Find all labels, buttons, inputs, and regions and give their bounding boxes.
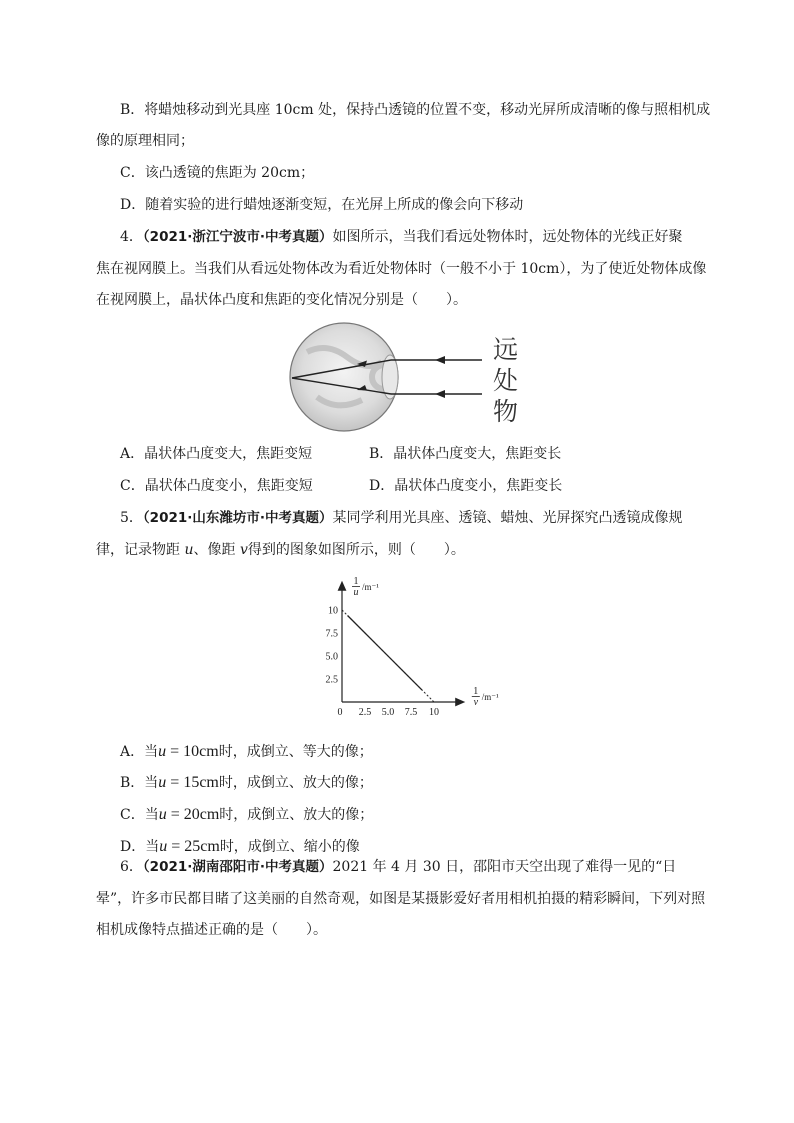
option-value: 15cm xyxy=(183,774,219,791)
axes xyxy=(339,582,464,705)
option-eq: = xyxy=(166,806,184,823)
option-var: u xyxy=(158,743,167,760)
x-tick-label: 5.0 xyxy=(381,707,395,718)
y-axis-label-denominator: u xyxy=(353,587,359,598)
q5-line2 xyxy=(96,540,465,560)
q5-option-a[interactable] xyxy=(120,742,373,762)
option-var: u xyxy=(158,806,167,823)
q5-text2-post: 得到的图象如图所示，则（ ）。 xyxy=(247,542,465,558)
option-var: u xyxy=(158,774,167,791)
option-suffix: 时，成倒立、放大的像； xyxy=(218,775,373,791)
option-suffix: 时，成倒立、放大的像； xyxy=(219,807,374,823)
q4-options-row1 xyxy=(120,444,312,464)
label-char-1: 远 xyxy=(493,337,519,364)
x-axis-label-unit: /m⁻¹ xyxy=(481,692,499,702)
option-suffix: 时，成倒立、缩小的像 xyxy=(219,839,360,855)
q6-line2: 晕”，许多市民都目睹了这美丽的自然奇观，如图是某摄影爱好者用相机拍摄的精彩瞬间，下列对照 xyxy=(96,891,706,907)
q5-number: 5． xyxy=(120,510,143,526)
option-prefix: A．当 xyxy=(120,744,159,760)
distant-object-label xyxy=(493,336,518,426)
x-axis-label-numerator: 1 xyxy=(473,686,479,697)
q4-source: （2021·浙江宁波市·中考真题） xyxy=(142,229,333,245)
prev-option-b-line1: B．将蜡烛移动到光具座 10cm 处，保持凸透镜的位置不变，移动光屏所成清晰的像与照相机成 xyxy=(120,102,711,118)
y-axis-label-numerator: 1 xyxy=(353,576,359,587)
data-series xyxy=(342,610,434,702)
var-v: v xyxy=(239,542,248,558)
q4-options-row2 xyxy=(120,476,313,496)
lens-graph xyxy=(318,572,508,722)
q4-option-b[interactable]: B．晶状体凸度变大，焦距变长 xyxy=(369,446,562,462)
option-prefix: C．当 xyxy=(120,807,159,823)
q5-option-d[interactable] xyxy=(120,837,360,857)
x-tick-label: 7.5 xyxy=(404,707,418,718)
q4-option-c[interactable]: C．晶状体凸度变小，焦距变短 xyxy=(120,478,313,494)
option-eq: = xyxy=(166,774,184,791)
q5-option-b[interactable] xyxy=(120,773,373,793)
x-tick-label: 2.5 xyxy=(358,707,372,718)
prev-option-d: D．随着实验的进行蜡烛逐渐变短，在光屏上所成的像会向下移动 xyxy=(120,197,524,213)
q5-option-c[interactable] xyxy=(120,805,373,825)
prev-option-c: C．该凸透镜的焦距为 20cm； xyxy=(120,165,315,181)
q4-line3: 在视网膜上，晶状体凸度和焦距的变化情况分别是（ ）。 xyxy=(96,292,467,308)
q4-number: 4． xyxy=(120,229,143,245)
y-axis-arrow xyxy=(339,582,346,590)
var-u: u xyxy=(184,542,194,558)
option-value: 25cm xyxy=(184,838,220,855)
option-var: u xyxy=(159,838,168,855)
prev-option-b-line2: 像的原理相同； xyxy=(96,133,194,149)
y-tick-label: 2.5 xyxy=(325,674,338,686)
q5-text2-pre: 律，记录物距 xyxy=(96,542,185,558)
option-prefix: D．当 xyxy=(120,839,160,855)
option-value: 10cm xyxy=(183,743,219,760)
q5-source: （2021·山东潍坊市·中考真题） xyxy=(142,510,333,526)
q4-line2: 焦在视网膜上。当我们从看远处物体改为看近处物体时（一般不小于 10cm），为了使近处物体成像 xyxy=(96,261,707,277)
x-axis-label-denominator: v xyxy=(473,697,479,708)
q6-source: （2021·湖南邵阳市·中考真题） xyxy=(142,859,333,875)
option-suffix: 时，成倒立、等大的像； xyxy=(218,744,373,760)
q6-line3: 相机成像特点描述正确的是（ ）。 xyxy=(96,922,327,938)
q5-text2-mid: 、像距 xyxy=(193,542,240,558)
option-prefix: B．当 xyxy=(120,775,159,791)
q5-line1 xyxy=(120,508,683,528)
eye-figure xyxy=(287,322,527,432)
x-axis-arrow xyxy=(456,699,464,706)
q6-number: 6． xyxy=(120,859,143,875)
option-value: 20cm xyxy=(183,806,220,823)
label-char-2: 处 xyxy=(493,368,519,395)
option-eq: = xyxy=(167,838,185,855)
label-char-3: 物 xyxy=(493,399,519,426)
y-axis-label-unit: /m⁻¹ xyxy=(362,582,379,592)
y-tick-label: 5.0 xyxy=(325,651,338,663)
q4-option-d[interactable]: D．晶状体凸度变小，焦距变长 xyxy=(369,478,563,494)
q6-text1: 2021 年 4 月 30 日，邵阳市天空出现了难得一见的“日 xyxy=(332,859,677,875)
q4-line1 xyxy=(120,227,683,247)
q5-text1: 某同学利用光具座、透镜、蜡烛、光屏探究凸透镜成像规 xyxy=(332,510,683,526)
x-tick-label: 0 xyxy=(337,707,343,718)
option-eq: = xyxy=(166,743,184,760)
q6-line1 xyxy=(120,857,676,877)
q4-option-a[interactable]: A．晶状体凸度变大，焦距变短 xyxy=(120,446,313,462)
y-tick-label: 7.5 xyxy=(325,628,338,640)
y-tick-label: 10 xyxy=(328,605,338,617)
x-tick-label: 10 xyxy=(429,707,439,718)
q4-text1: 如图所示，当我们看远处物体时，远处物体的光线正好聚 xyxy=(332,229,683,245)
